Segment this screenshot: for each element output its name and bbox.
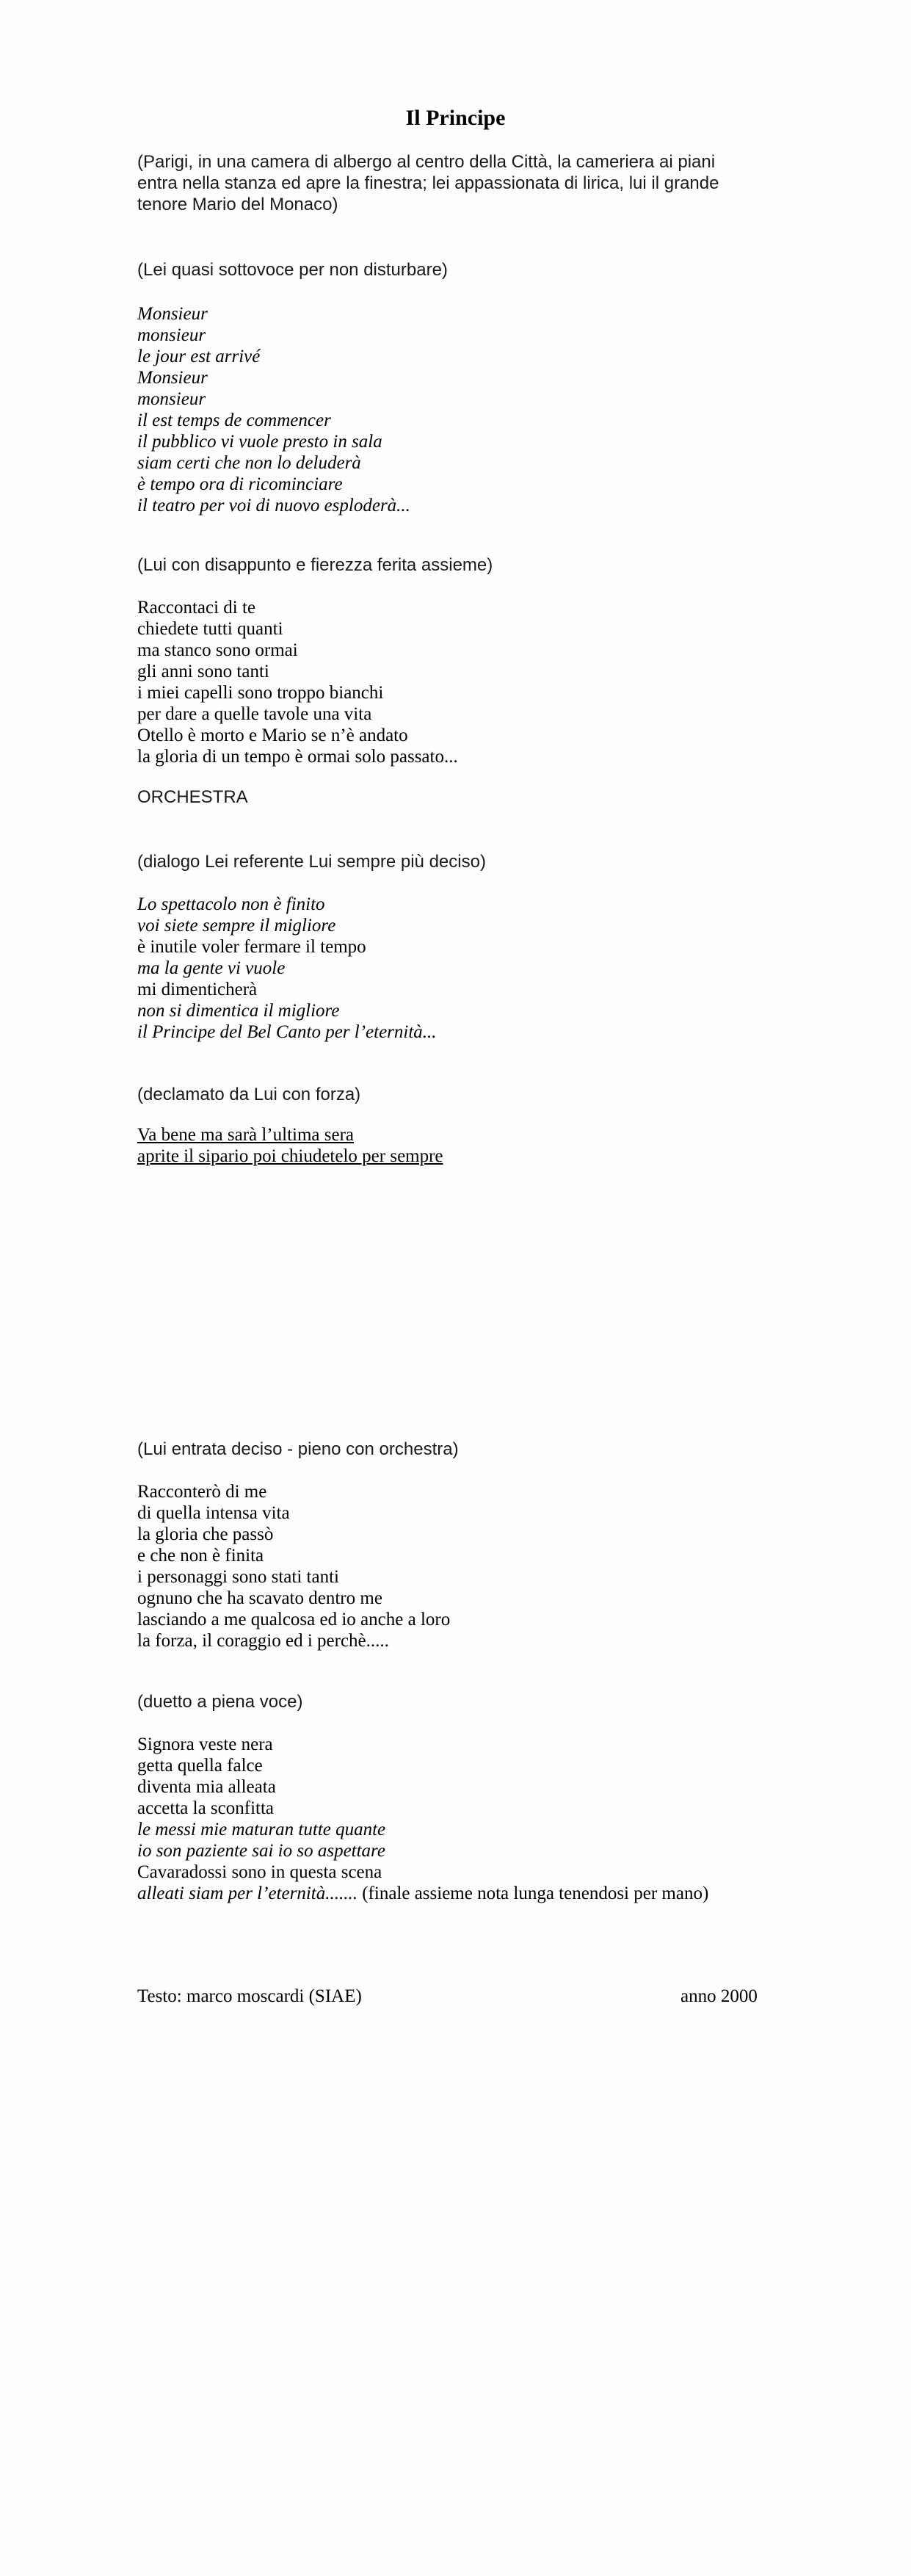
verse-line: io son paziente sai io so aspettare [137, 1841, 385, 1861]
verse-line: accetta la sconfitta [137, 1798, 274, 1818]
verse-line: è tempo ora di ricominciare [137, 474, 343, 494]
verse-line-underlined: Va bene ma sarà l’ultima sera [137, 1125, 355, 1145]
verse-line: il Principe del Bel Canto per l’eternità... [137, 1022, 437, 1042]
stage-direction-lui-entrata: (Lui entrata deciso - pieno con orchestra) [137, 1439, 459, 1459]
verse-line: le jour est arrivé [137, 347, 261, 366]
verse-line: per dare a quelle tavole una vita [137, 704, 372, 724]
stage-direction-declamato: (declamato da Lui con forza) [137, 1085, 361, 1104]
verse-line: Monsieur [137, 368, 208, 388]
verse-line: ma la gente vi vuole [137, 958, 286, 978]
intro-line: (Parigi, in una camera di albergo al centro della Città, la cameriera ai piani [137, 152, 716, 172]
final-stage-note: (finale assieme nota lunga tenendosi per mano) [357, 1884, 709, 1903]
footer-year: anno 2000 [680, 1986, 758, 2006]
verse-line: le messi mie maturan tutte quante [137, 1820, 386, 1839]
stage-direction-lei-sottovoce: (Lei quasi sottovoce per non disturbare) [137, 260, 448, 280]
verse-line: Lo spettacolo non è finito [137, 894, 325, 914]
verse-block-va-bene [137, 1124, 443, 1167]
verse-line: monsieur [137, 325, 206, 345]
intro-line: tenore Mario del Monaco) [137, 195, 338, 214]
verse-line: siam certi che non lo deluderà [137, 453, 361, 473]
verse-line-final [137, 1883, 708, 1904]
verse-block-raccontaci [137, 597, 458, 767]
verse-line: ma stanco sono ormai [137, 640, 298, 660]
verse-line: e che non è finita [137, 1546, 264, 1566]
verse-line: non si dimentica il migliore [137, 1001, 340, 1021]
stage-direction-lui-disappunto: (Lui con disappunto e fierezza ferita assieme) [137, 555, 493, 575]
final-verse-italic: alleati siam per l’eternità....... [137, 1884, 357, 1903]
verse-line: il teatro per voi di nuovo esploderà... [137, 496, 410, 515]
verse-line: la gloria di un tempo è ormai solo passato... [137, 747, 458, 767]
verse-line: voi siete sempre il migliore [137, 916, 336, 936]
verse-line: gli anni sono tanti [137, 662, 269, 681]
verse-block-raccontero [137, 1481, 450, 1651]
verse-line-underlined: aprite il sipario poi chiudetelo per sempre [137, 1146, 443, 1166]
verse-line: getta quella falce [137, 1756, 263, 1776]
verse-line: Monsieur [137, 304, 208, 324]
verse-line: Cavaradossi sono in questa scena [137, 1862, 382, 1882]
intro-stage-direction [137, 151, 776, 215]
orchestra-label: ORCHESTRA [137, 787, 248, 807]
verse-line: ognuno che ha scavato dentro me [137, 1588, 382, 1608]
verse-block-signora [137, 1734, 708, 1904]
verse-line: è inutile voler fermare il tempo [137, 937, 366, 957]
verse-line: Racconterò di me [137, 1482, 267, 1502]
verse-line: diventa mia alleata [137, 1777, 276, 1797]
verse-block-spettacolo [137, 894, 437, 1043]
verse-line: lasciando a me qualcosa ed io anche a loro [137, 1610, 451, 1629]
verse-block-monsieur [137, 303, 410, 516]
verse-line: la gloria che passò [137, 1524, 274, 1544]
document-title: Il Principe [405, 106, 506, 130]
verse-line: la forza, il coraggio ed i perchè..... [137, 1631, 389, 1651]
verse-line: chiedete tutti quanti [137, 619, 283, 639]
verse-line: mi dimenticherà [137, 980, 258, 999]
intro-line: entra nella stanza ed apre la finestra; lei appassionata di lirica, lui il grande [137, 173, 719, 193]
verse-line: i personaggi sono stati tanti [137, 1567, 339, 1587]
stage-direction-duetto: (duetto a piena voce) [137, 1692, 303, 1712]
verse-line: il pubblico vi vuole presto in sala [137, 432, 382, 452]
verse-line: i miei capelli sono troppo bianchi [137, 683, 384, 703]
verse-line: Raccontaci di te [137, 598, 256, 618]
verse-line: monsieur [137, 389, 206, 409]
stage-direction-dialogo: (dialogo Lei referente Lui sempre più deciso) [137, 852, 486, 872]
verse-line: di quella intensa vita [137, 1503, 290, 1523]
verse-line: Signora veste nera [137, 1734, 273, 1754]
footer-credit: Testo: marco moscardi (SIAE) [137, 1986, 362, 2006]
verse-line: il est temps de commencer [137, 410, 331, 430]
verse-line: Otello è morto e Mario se n’è andato [137, 726, 408, 745]
